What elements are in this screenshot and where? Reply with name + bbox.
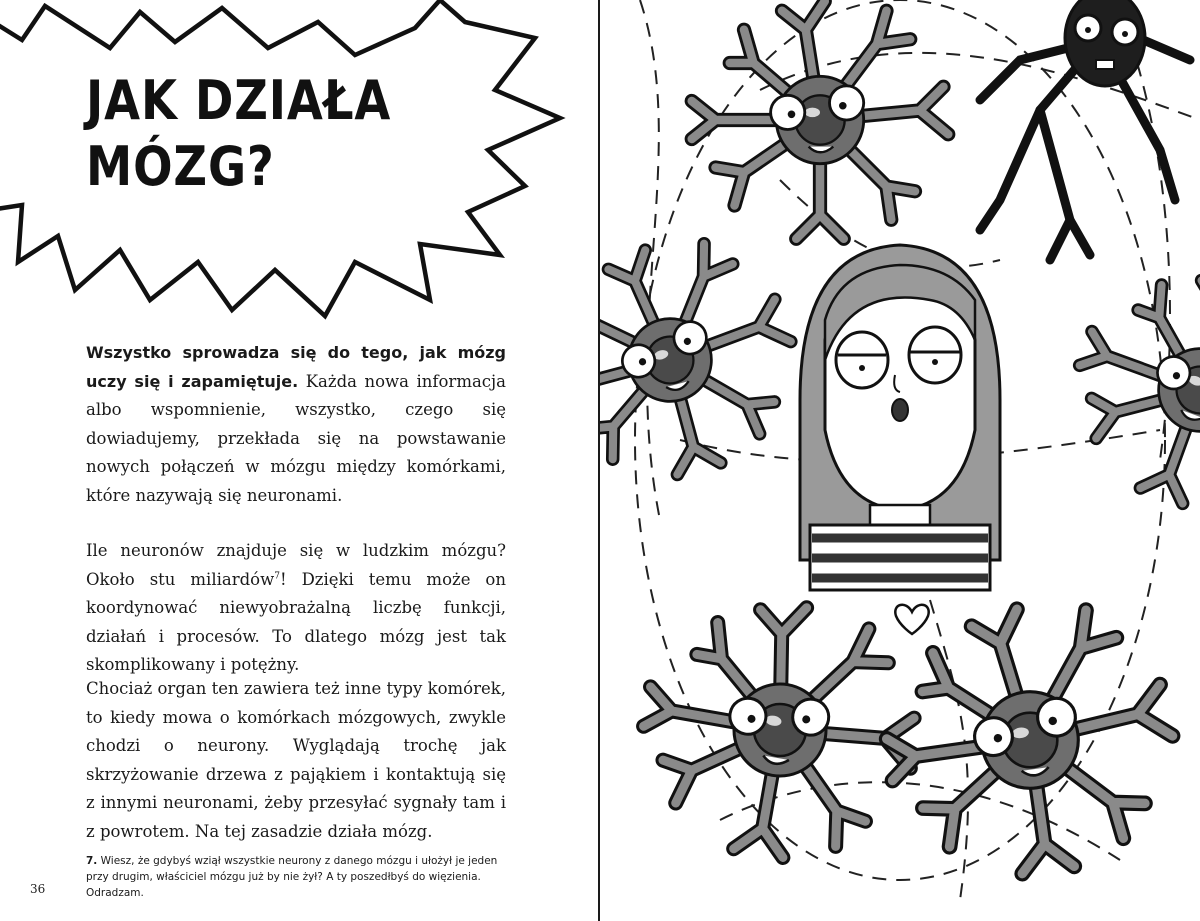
- footnote-ref[interactable]: 7: [274, 571, 280, 581]
- paragraph-1-text: Każda nowa informacja albo wspomnienie, wszystko, czego się dowiadujemy, przekłada się na powstawanie nowych połączeń w mózgu między komórkami, które nazywają się neuronami.: [86, 371, 506, 505]
- girl-figure: [800, 245, 1000, 590]
- paragraph-2-text-b: ! Dzięki temu może on koordynować niewyobrażalną liczbę funkcji, działań i procesów. To dlatego mózg jest tak skomplikowany i potężny.: [86, 569, 506, 674]
- page-title: [86, 68, 391, 200]
- footnote-number: 7.: [86, 855, 98, 867]
- footnote: [86, 853, 516, 901]
- paragraph-3: Chociaż organ ten zawiera też inne typy komórek, to kiedy mowa o komórkach mózgowych, zwykle chodzi o neurony. Wyglądają trochę jak skrzyżowanie drzewa z pająkiem i kontaktują się z innymi neuronami, żeby przesyłać sygnały tam i z powrotem. Na tej zasadzie działa mózg.: [86, 679, 506, 841]
- right-page: [600, 0, 1200, 921]
- title-line-2: MÓZG?: [86, 135, 275, 198]
- paragraph-1: [86, 339, 506, 510]
- neurons-and-girl-illustration: [600, 0, 1200, 921]
- paragraph-2: [86, 537, 506, 680]
- footnote-text: Wiesz, że gdybyś wziął wszystkie neurony z danego mózgu i ułożył je jeden przy drugim, właściciel mózgu już by nie żył? A ty poszedłbyś do więzienia. Odradzam.: [86, 855, 498, 899]
- page-number: 36: [30, 882, 46, 896]
- paragraph-1-lead: Wszystko sprowadza się do tego, jak mózg uczy się i zapamiętuje.: [86, 343, 506, 391]
- title-line-1: JAK DZIAŁA: [86, 69, 392, 132]
- paragraph-2-text-a: Ile neuronów znajduje się w ludzkim mózgu? Około stu miliardów: [86, 541, 506, 589]
